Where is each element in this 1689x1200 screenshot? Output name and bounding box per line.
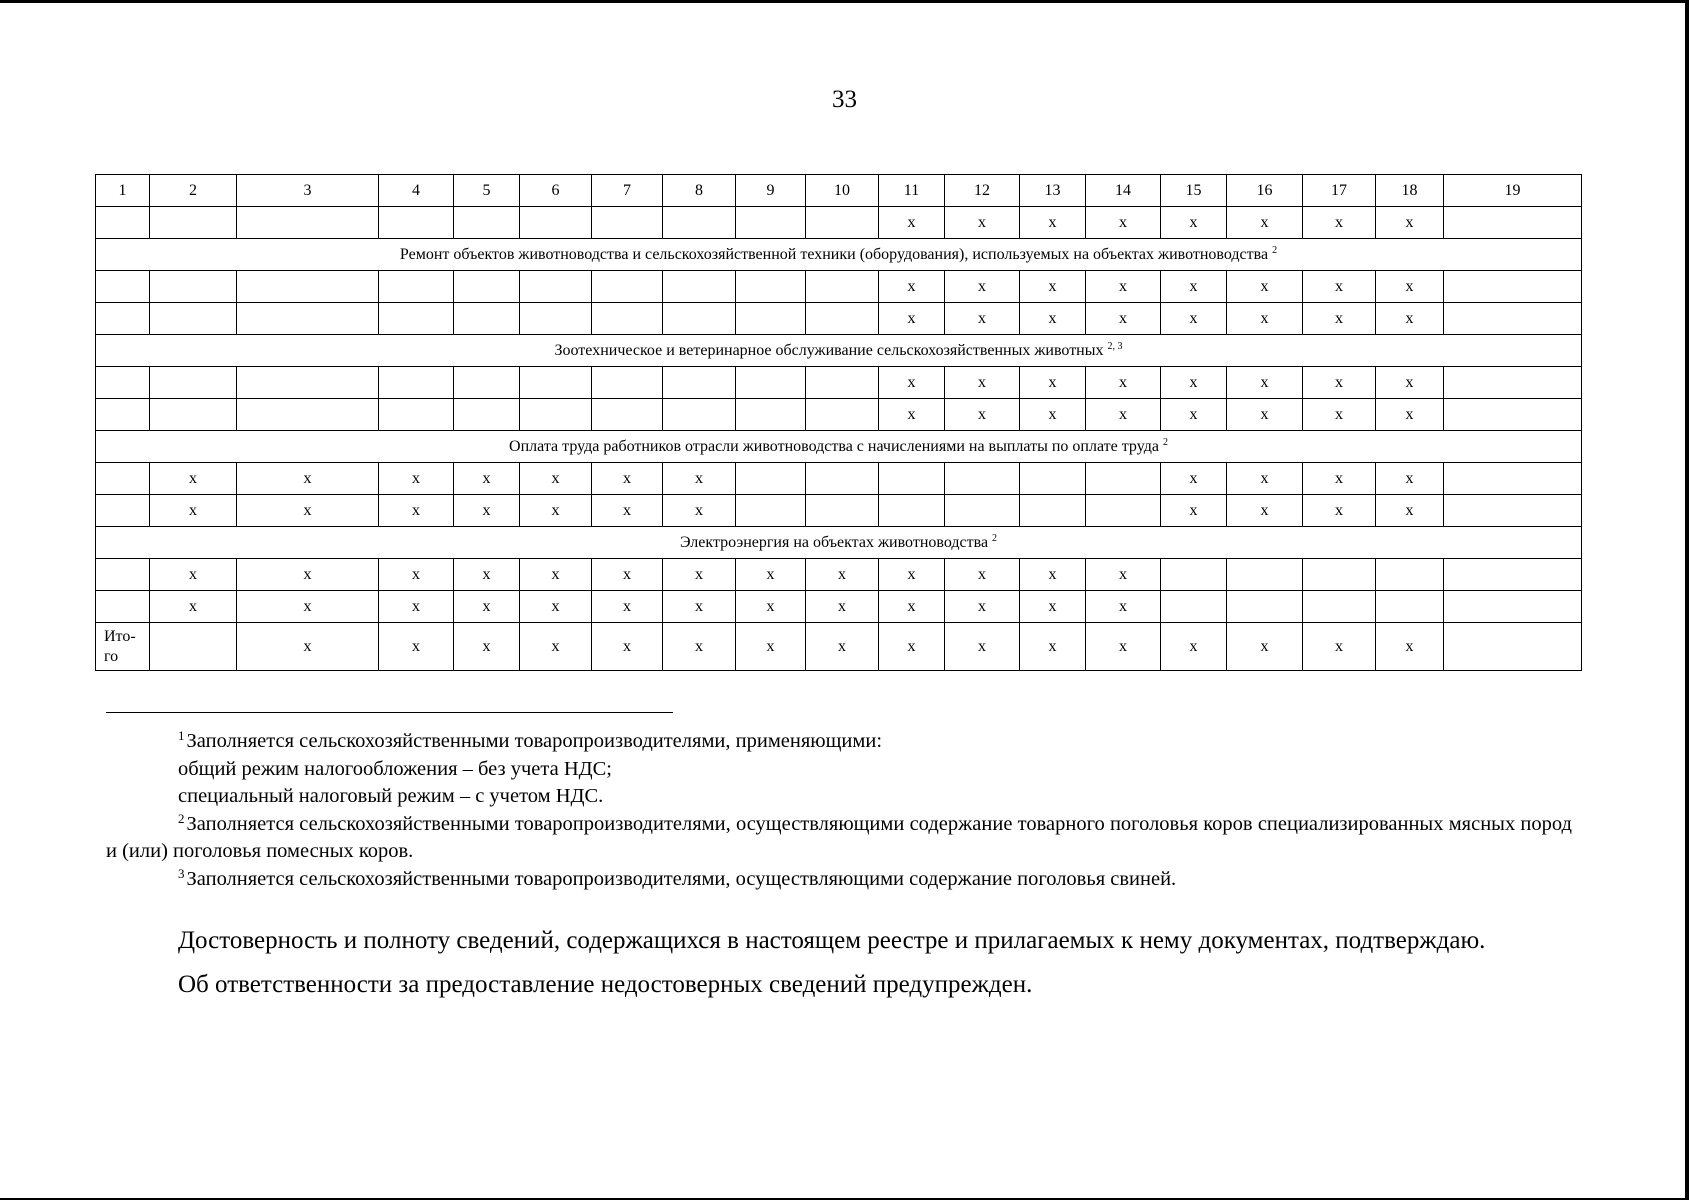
empty-cell <box>379 399 454 431</box>
mark-cell: х <box>1376 207 1444 239</box>
mark-cell: х <box>879 399 945 431</box>
empty-cell <box>96 303 150 335</box>
empty-cell <box>96 367 150 399</box>
empty-cell <box>1020 495 1086 527</box>
mark-cell: х <box>379 559 454 591</box>
empty-cell <box>1227 591 1303 623</box>
mark-cell: х <box>237 591 379 623</box>
mark-cell: х <box>1086 623 1161 671</box>
mark-cell: х <box>806 623 879 671</box>
section-title <box>96 239 1582 271</box>
section-footnote-ref: 2 <box>992 532 998 544</box>
empty-cell <box>96 399 150 431</box>
mark-cell: х <box>1303 399 1376 431</box>
table-row <box>96 495 1582 527</box>
empty-cell <box>1086 495 1161 527</box>
column-number: 14 <box>1086 175 1161 207</box>
total-label: Ито- го <box>96 623 150 671</box>
statement-paragraph-1: Достоверность и полноту сведений, содержащихся в настоящем реестре и прилагаемых к нему документах, подтверждаю. <box>178 927 1486 954</box>
empty-cell <box>520 303 592 335</box>
footnote-separator <box>106 712 673 713</box>
mark-cell: х <box>1303 367 1376 399</box>
mark-cell: х <box>237 623 379 671</box>
mark-cell: х <box>1020 303 1086 335</box>
mark-cell: х <box>1020 271 1086 303</box>
column-number: 5 <box>454 175 520 207</box>
column-number: 2 <box>150 175 237 207</box>
section-footnote-ref: 2, 3 <box>1107 340 1123 352</box>
empty-cell <box>736 367 806 399</box>
footnote-2 <box>106 811 1572 866</box>
mark-cell: х <box>945 303 1020 335</box>
empty-cell <box>592 271 663 303</box>
column-number: 19 <box>1444 175 1582 207</box>
registry-table <box>95 174 1582 671</box>
mark-cell: х <box>150 495 237 527</box>
empty-cell <box>237 271 379 303</box>
section-title <box>96 527 1582 559</box>
empty-cell <box>1444 303 1582 335</box>
footnote-2-text: Заполняется сельскохозяйственными товаропроизводителями, осуществляющими содержание товарного поголовья коров специализированных мясных пород и (или) поголовья помесных коров. <box>106 812 1572 862</box>
mark-cell: х <box>454 559 520 591</box>
table-row <box>96 207 1582 239</box>
mark-cell: х <box>150 463 237 495</box>
column-number: 12 <box>945 175 1020 207</box>
mark-cell: х <box>1020 399 1086 431</box>
empty-cell <box>736 495 806 527</box>
mark-cell: х <box>1303 495 1376 527</box>
mark-cell: х <box>592 591 663 623</box>
empty-cell <box>1020 463 1086 495</box>
mark-cell: х <box>592 495 663 527</box>
empty-cell <box>663 367 736 399</box>
mark-cell: х <box>1376 399 1444 431</box>
empty-cell <box>150 271 237 303</box>
mark-cell: х <box>663 591 736 623</box>
section-row <box>96 239 1582 271</box>
section-footnote-ref: 2 <box>1162 436 1168 448</box>
mark-cell: х <box>736 623 806 671</box>
mark-cell: х <box>1303 207 1376 239</box>
footnote-3-mark: 3 <box>178 865 185 881</box>
mark-cell: х <box>1086 559 1161 591</box>
empty-cell <box>237 207 379 239</box>
empty-cell <box>520 367 592 399</box>
mark-cell: х <box>1227 367 1303 399</box>
footnote-3 <box>106 866 1572 894</box>
mark-cell: х <box>592 463 663 495</box>
empty-cell <box>150 367 237 399</box>
mark-cell: х <box>379 623 454 671</box>
table-row <box>96 591 1582 623</box>
empty-cell <box>237 367 379 399</box>
empty-cell <box>806 463 879 495</box>
section-title-text: Ремонт объектов животноводства и сельскохозяйственной техники (оборудования), используемых на объектах животноводства <box>399 245 1269 263</box>
mark-cell: х <box>1227 623 1303 671</box>
empty-cell <box>736 271 806 303</box>
empty-cell <box>736 399 806 431</box>
confirmation-statement <box>106 922 1572 1004</box>
mark-cell: х <box>520 591 592 623</box>
mark-cell: х <box>879 591 945 623</box>
mark-cell: х <box>1303 463 1376 495</box>
empty-cell <box>150 207 237 239</box>
mark-cell: х <box>1020 591 1086 623</box>
column-number: 3 <box>237 175 379 207</box>
empty-cell <box>592 399 663 431</box>
footnote-3-text: Заполняется сельскохозяйственными товаропроизводителями, осуществляющими содержание поголовья свиней. <box>186 867 1177 890</box>
empty-cell <box>736 303 806 335</box>
mark-cell: х <box>1020 623 1086 671</box>
mark-cell: х <box>1303 623 1376 671</box>
empty-cell <box>592 367 663 399</box>
mark-cell: х <box>1303 271 1376 303</box>
mark-cell: х <box>1376 303 1444 335</box>
mark-cell: х <box>592 623 663 671</box>
empty-cell <box>806 271 879 303</box>
mark-cell: х <box>1086 367 1161 399</box>
total-row <box>96 623 1582 671</box>
column-number: 18 <box>1376 175 1444 207</box>
empty-cell <box>379 271 454 303</box>
column-number: 7 <box>592 175 663 207</box>
mark-cell: х <box>150 559 237 591</box>
empty-cell <box>663 399 736 431</box>
mark-cell: х <box>1020 207 1086 239</box>
mark-cell: х <box>379 463 454 495</box>
column-number: 1 <box>96 175 150 207</box>
empty-cell <box>454 271 520 303</box>
empty-cell <box>96 463 150 495</box>
empty-cell <box>806 207 879 239</box>
mark-cell: х <box>1086 399 1161 431</box>
empty-cell <box>663 271 736 303</box>
footnote-1-line-1: Заполняется сельскохозяйственными товаропроизводителями, применяющими: <box>186 730 883 752</box>
empty-cell <box>96 271 150 303</box>
mark-cell: х <box>454 495 520 527</box>
empty-cell <box>1303 559 1376 591</box>
empty-cell <box>150 303 237 335</box>
mark-cell: х <box>879 207 945 239</box>
empty-cell <box>879 495 945 527</box>
section-title-text: Оплата труда работников отрасли животноводства с начислениями на выплаты по оплате труда <box>509 437 1159 455</box>
section-row <box>96 335 1582 367</box>
empty-cell <box>1444 559 1582 591</box>
mark-cell: х <box>945 591 1020 623</box>
empty-cell <box>1444 271 1582 303</box>
mark-cell: х <box>945 623 1020 671</box>
empty-cell <box>1444 463 1582 495</box>
mark-cell: х <box>237 559 379 591</box>
table-row <box>96 303 1582 335</box>
empty-cell <box>96 591 150 623</box>
mark-cell: х <box>945 559 1020 591</box>
mark-cell: х <box>454 623 520 671</box>
section-footnote-ref: 2 <box>1272 244 1278 256</box>
empty-cell <box>663 207 736 239</box>
empty-cell <box>806 303 879 335</box>
mark-cell: х <box>1227 271 1303 303</box>
mark-cell: х <box>1161 623 1227 671</box>
mark-cell: х <box>1161 367 1227 399</box>
empty-cell <box>1227 559 1303 591</box>
mark-cell: х <box>806 591 879 623</box>
scan-border-right <box>1685 0 1689 1200</box>
empty-cell <box>96 559 150 591</box>
empty-cell <box>736 207 806 239</box>
section-title-text: Электроэнергия на объектах животноводства <box>679 533 989 551</box>
empty-cell <box>1161 591 1227 623</box>
column-number: 11 <box>879 175 945 207</box>
empty-cell <box>379 207 454 239</box>
empty-cell <box>520 271 592 303</box>
mark-cell: х <box>520 559 592 591</box>
mark-cell: х <box>379 591 454 623</box>
empty-cell <box>1376 559 1444 591</box>
mark-cell: х <box>1227 303 1303 335</box>
mark-cell: х <box>1161 207 1227 239</box>
column-number-row <box>96 175 1582 207</box>
mark-cell: х <box>1376 367 1444 399</box>
empty-cell <box>1444 623 1582 671</box>
mark-cell: х <box>1086 591 1161 623</box>
mark-cell: х <box>1086 303 1161 335</box>
footnote-1-line-3: специальный налоговый режим – с учетом НДС. <box>178 785 604 807</box>
table-row <box>96 559 1582 591</box>
mark-cell: х <box>520 495 592 527</box>
mark-cell: х <box>520 623 592 671</box>
empty-cell <box>520 399 592 431</box>
registry-table-body <box>96 175 1582 671</box>
mark-cell: х <box>945 271 1020 303</box>
mark-cell: х <box>945 367 1020 399</box>
empty-cell <box>454 207 520 239</box>
mark-cell: х <box>1376 495 1444 527</box>
table-row <box>96 463 1582 495</box>
mark-cell: х <box>379 495 454 527</box>
empty-cell <box>520 207 592 239</box>
mark-cell: х <box>879 559 945 591</box>
mark-cell: х <box>592 559 663 591</box>
empty-cell <box>237 399 379 431</box>
column-number: 9 <box>736 175 806 207</box>
section-title-text: Зоотехническое и ветеринарное обслуживание сельскохозяйственных животных <box>554 341 1104 359</box>
footnote-1 <box>106 728 1572 756</box>
mark-cell: х <box>1303 303 1376 335</box>
empty-cell <box>736 463 806 495</box>
empty-cell <box>96 207 150 239</box>
empty-cell <box>150 623 237 671</box>
table-row <box>96 271 1582 303</box>
mark-cell: х <box>1161 495 1227 527</box>
mark-cell: х <box>150 591 237 623</box>
mark-cell: х <box>454 463 520 495</box>
mark-cell: х <box>806 559 879 591</box>
column-number: 4 <box>379 175 454 207</box>
table-row <box>96 367 1582 399</box>
empty-cell <box>1444 207 1582 239</box>
column-number: 8 <box>663 175 736 207</box>
section-title <box>96 431 1582 463</box>
section-row <box>96 527 1582 559</box>
empty-cell <box>379 303 454 335</box>
mark-cell: х <box>736 591 806 623</box>
mark-cell: х <box>663 623 736 671</box>
mark-cell: х <box>879 367 945 399</box>
mark-cell: х <box>1227 495 1303 527</box>
empty-cell <box>1444 495 1582 527</box>
mark-cell: х <box>237 463 379 495</box>
column-number: 16 <box>1227 175 1303 207</box>
mark-cell: х <box>1376 623 1444 671</box>
mark-cell: х <box>1161 271 1227 303</box>
mark-cell: х <box>879 623 945 671</box>
section-title <box>96 335 1582 367</box>
statement-paragraph-2: Об ответственности за предоставление недостоверных сведений предупрежден. <box>178 971 1033 998</box>
empty-cell <box>1376 591 1444 623</box>
empty-cell <box>379 367 454 399</box>
empty-cell <box>806 367 879 399</box>
mark-cell: х <box>945 207 1020 239</box>
mark-cell: х <box>1376 271 1444 303</box>
footnote-2-mark: 2 <box>178 810 185 826</box>
footnote-1-line-2: общий режим налогообложения – без учета НДС; <box>178 757 612 780</box>
empty-cell <box>454 399 520 431</box>
empty-cell <box>592 207 663 239</box>
empty-cell <box>150 399 237 431</box>
empty-cell <box>1161 559 1227 591</box>
empty-cell <box>96 495 150 527</box>
mark-cell: х <box>663 559 736 591</box>
mark-cell: х <box>945 399 1020 431</box>
mark-cell: х <box>1086 271 1161 303</box>
mark-cell: х <box>879 303 945 335</box>
mark-cell: х <box>1086 207 1161 239</box>
column-number: 6 <box>520 175 592 207</box>
mark-cell: х <box>1161 303 1227 335</box>
mark-cell: х <box>1020 559 1086 591</box>
empty-cell <box>454 367 520 399</box>
empty-cell <box>1444 367 1582 399</box>
page-number: 33 <box>832 86 857 113</box>
mark-cell: х <box>1161 399 1227 431</box>
mark-cell: х <box>663 463 736 495</box>
column-number: 10 <box>806 175 879 207</box>
mark-cell: х <box>1227 463 1303 495</box>
empty-cell <box>1303 591 1376 623</box>
empty-cell <box>806 399 879 431</box>
footnotes <box>106 728 1572 893</box>
mark-cell: х <box>237 495 379 527</box>
mark-cell: х <box>1376 463 1444 495</box>
mark-cell: х <box>520 463 592 495</box>
mark-cell: х <box>1227 207 1303 239</box>
column-number: 17 <box>1303 175 1376 207</box>
empty-cell <box>806 495 879 527</box>
column-number: 15 <box>1161 175 1227 207</box>
mark-cell: х <box>1227 399 1303 431</box>
empty-cell <box>879 463 945 495</box>
empty-cell <box>1086 463 1161 495</box>
mark-cell: х <box>454 591 520 623</box>
mark-cell: х <box>736 559 806 591</box>
mark-cell: х <box>1020 367 1086 399</box>
empty-cell <box>454 303 520 335</box>
section-row <box>96 431 1582 463</box>
mark-cell: х <box>663 495 736 527</box>
column-number: 13 <box>1020 175 1086 207</box>
empty-cell <box>237 303 379 335</box>
scan-border-top <box>0 0 1689 3</box>
mark-cell: х <box>1161 463 1227 495</box>
mark-cell: х <box>879 271 945 303</box>
table-row <box>96 399 1582 431</box>
empty-cell <box>592 303 663 335</box>
empty-cell <box>945 495 1020 527</box>
empty-cell <box>1444 591 1582 623</box>
empty-cell <box>945 463 1020 495</box>
footnote-1-mark: 1 <box>178 728 185 743</box>
empty-cell <box>663 303 736 335</box>
empty-cell <box>1444 399 1582 431</box>
